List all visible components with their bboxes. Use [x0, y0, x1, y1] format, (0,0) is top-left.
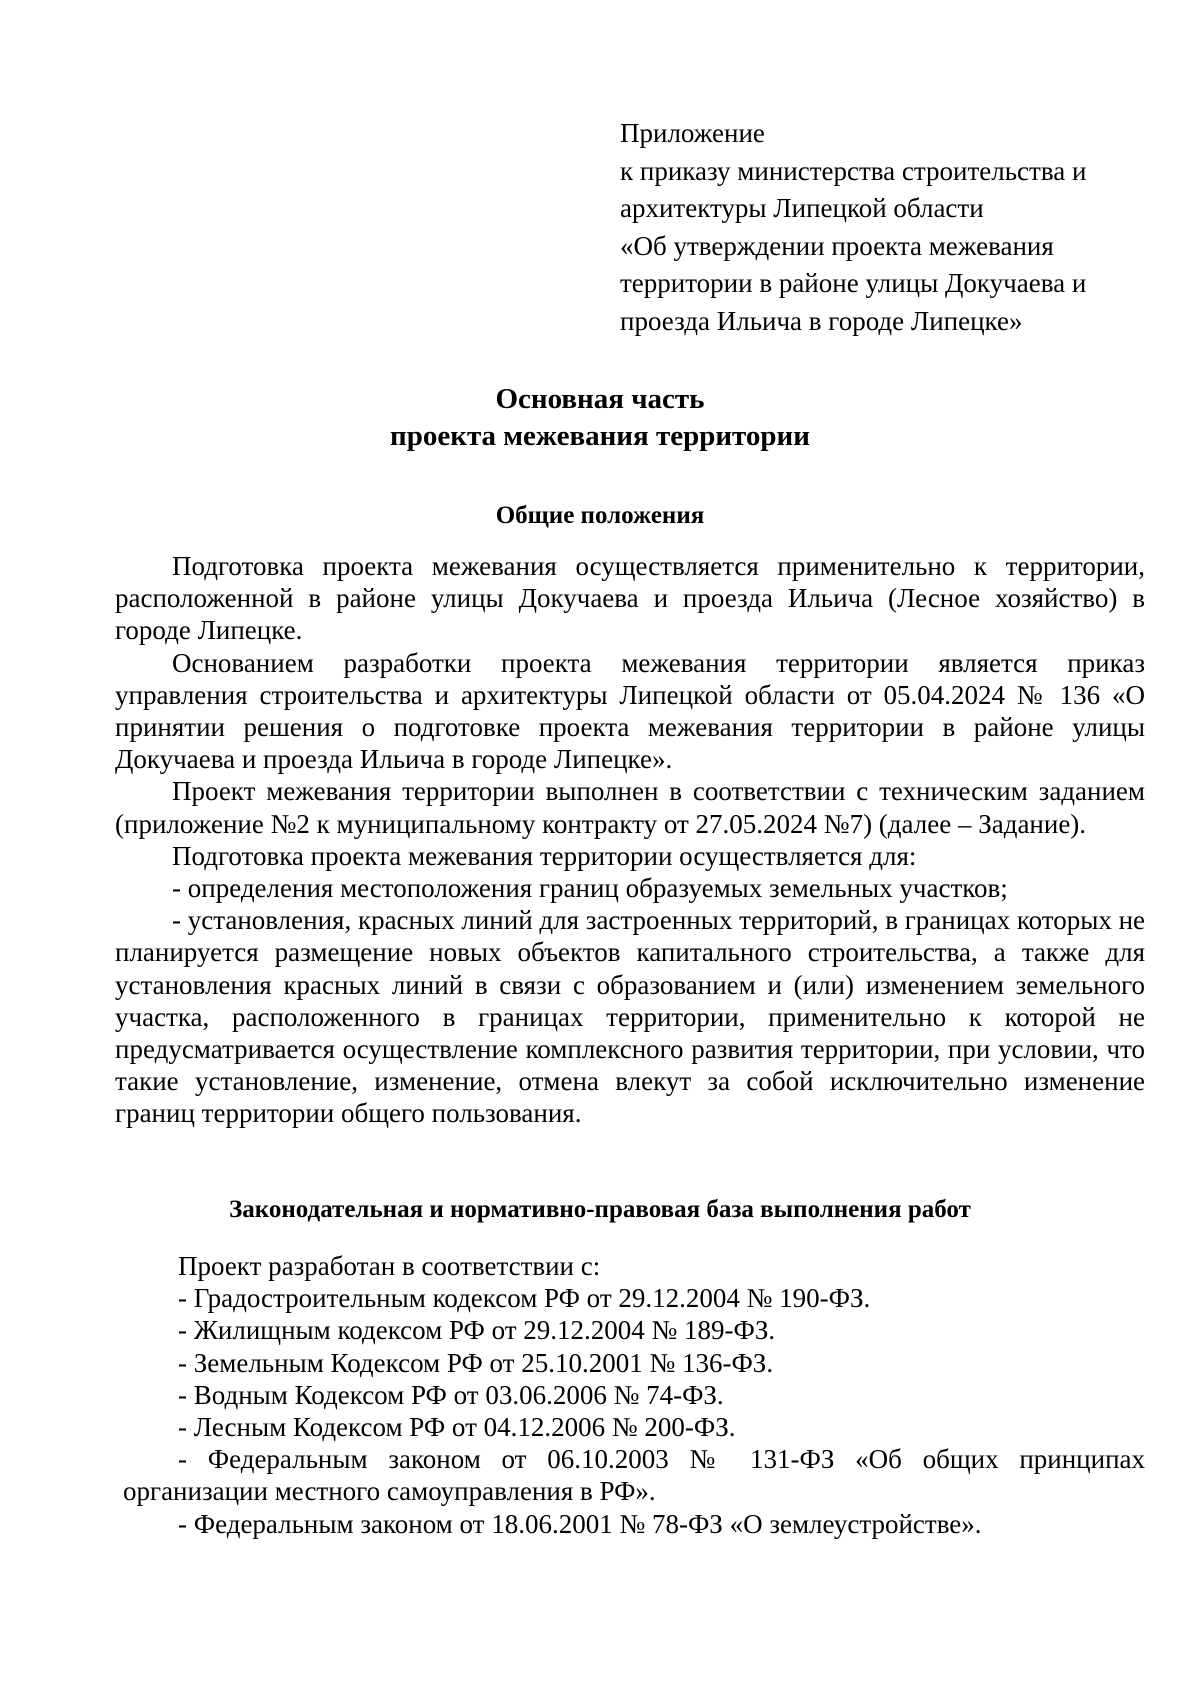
list-item: - Федеральным законом от 18.06.2001 № 78-ФЗ «О землеустройстве».: [178, 1508, 982, 1539]
general-section-body: [115, 550, 1145, 1130]
list-item: - определения местоположения границ образуемых земельных участков;: [172, 873, 1008, 904]
list-item: - Земельным Кодексом РФ от 25.10.2001 № 136-ФЗ.: [178, 1347, 774, 1378]
appendix-line: «Об утверждении проекта межевания: [620, 230, 1054, 261]
list-item: - Федеральным законом от 06.10.2003 № 131-ФЗ «Об общих принципах организации местного самоуправления в РФ».: [123, 1444, 1145, 1507]
paragraph: Подготовка проекта межевания территории осуществляется для:: [172, 840, 917, 871]
legal-section-body: [115, 1250, 1145, 1540]
appendix-line: архитектуры Липецкой области: [620, 193, 984, 223]
title-line-2: проекта межевания территории: [390, 420, 810, 452]
document-title: [0, 381, 1200, 455]
list-item: - Жилищным кодексом РФ от 29.12.2004 № 189-ФЗ.: [178, 1315, 776, 1346]
appendix-line: Приложение: [620, 118, 765, 148]
paragraph: Основанием разработки проекта межевания территории является приказ управления строительства и архитектуры Липецкой области от 05.04.2024 № 136 «О принятии решения о подготовке проекта межевания территории в районе улицы Докучаева и проезда Ильича в городе Липецке».: [115, 647, 1145, 775]
paragraph: Подготовка проекта межевания осуществляется применительно к территории, расположенной в районе улицы Докучаева и проезда Ильича (Лесное хозяйство) в городе Липецке.: [115, 551, 1145, 646]
title-line-1: Основная часть: [495, 383, 705, 415]
list-item: - Градостроительным кодексом РФ от 29.12.2004 № 190-ФЗ.: [178, 1283, 871, 1314]
appendix-line: проезда Ильича в городе Липецке»: [620, 305, 1023, 336]
list-item: - Лесным Кодексом РФ от 04.12.2006 № 200-ФЗ.: [178, 1412, 736, 1443]
appendix-line: территории в районе улицы Докучаева и: [620, 268, 1087, 298]
list-item: - установления, красных линий для застроенных территорий, в границах которых не планируется размещение новых объектов капитального строительства, а также для установления красных линий в связи с образованием и (или) изменением земельного участка, расположенного в границах территории, применительно к которой не предусматривается осуществление комплексного развития территории, при условии, что такие установление, изменение, отмена влекут за собой исключительно изменение границ территории общего пользования.: [115, 905, 1146, 1129]
appendix-line: к приказу министерства строительства и: [620, 155, 1087, 186]
paragraph: Проект межевания территории выполнен в соответствии с техническим заданием (приложение №2 к муниципальному контракту от 27.05.2024 №7) (далее – Задание).: [115, 776, 1145, 839]
list-item: - Водным Кодексом РФ от 03.06.2006 № 74-ФЗ.: [178, 1379, 724, 1410]
section-heading-general: Общие положения: [495, 502, 705, 529]
section-heading-legal: Законодательная и нормативно-правовая база выполнения работ: [229, 1196, 971, 1223]
appendix-header: [620, 115, 1140, 340]
legal-intro: Проект разработан в соответствии с:: [178, 1251, 601, 1281]
